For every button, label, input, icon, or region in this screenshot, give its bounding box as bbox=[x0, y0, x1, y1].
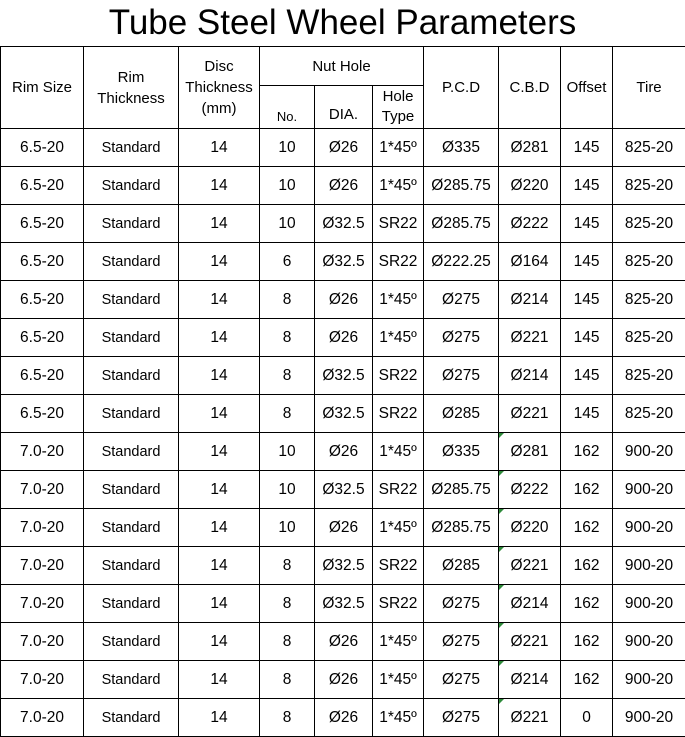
cell-rim-thickness: Standard bbox=[84, 129, 179, 167]
cell-pcd: Ø285.75 bbox=[424, 205, 499, 243]
cell-hole-type: 1*45º bbox=[373, 281, 424, 319]
cell-nut-dia: Ø26 bbox=[315, 129, 373, 167]
cell-pcd: Ø335 bbox=[424, 433, 499, 471]
cell-cbd: Ø214 bbox=[499, 661, 561, 699]
table-row bbox=[1, 395, 685, 433]
cell-nut-dia: Ø32.5 bbox=[315, 243, 373, 281]
cell-pcd: Ø285.75 bbox=[424, 471, 499, 509]
parameters-table bbox=[0, 46, 685, 737]
table-row bbox=[1, 699, 685, 737]
cell-offset: 145 bbox=[561, 319, 613, 357]
cell-nut-dia: Ø26 bbox=[315, 433, 373, 471]
cell-rim-thickness: Standard bbox=[84, 585, 179, 623]
cell-nut-no: 10 bbox=[260, 509, 315, 547]
cell-cbd: Ø222 bbox=[499, 471, 561, 509]
cell-nut-dia: Ø32.5 bbox=[315, 357, 373, 395]
cell-tire: 825-20 bbox=[613, 357, 685, 395]
cell-rim-thickness: Standard bbox=[84, 699, 179, 737]
cell-disc-thickness: 14 bbox=[179, 585, 260, 623]
cell-hole-type: 1*45º bbox=[373, 623, 424, 661]
table-row bbox=[1, 319, 685, 357]
cell-nut-no: 8 bbox=[260, 585, 315, 623]
cell-rim-thickness: Standard bbox=[84, 167, 179, 205]
cell-rim-thickness: Standard bbox=[84, 319, 179, 357]
table-row bbox=[1, 547, 685, 585]
header-nut-no: No. bbox=[260, 86, 315, 129]
cell-disc-thickness: 14 bbox=[179, 243, 260, 281]
cell-hole-type: SR22 bbox=[373, 243, 424, 281]
cell-disc-thickness: 14 bbox=[179, 205, 260, 243]
cell-nut-no: 10 bbox=[260, 471, 315, 509]
table-row bbox=[1, 585, 685, 623]
cell-hole-type: 1*45º bbox=[373, 129, 424, 167]
header-offset: Offset bbox=[561, 47, 613, 129]
cell-nut-no: 8 bbox=[260, 699, 315, 737]
table-row bbox=[1, 471, 685, 509]
cell-nut-no: 8 bbox=[260, 319, 315, 357]
cell-pcd: Ø275 bbox=[424, 585, 499, 623]
cell-pcd: Ø285 bbox=[424, 547, 499, 585]
cell-disc-thickness: 14 bbox=[179, 547, 260, 585]
header-nut-dia: DIA. bbox=[315, 86, 373, 129]
cell-pcd: Ø275 bbox=[424, 281, 499, 319]
cell-hole-type: 1*45º bbox=[373, 319, 424, 357]
cell-rim-size: 6.5-20 bbox=[1, 357, 84, 395]
cell-nut-no: 10 bbox=[260, 129, 315, 167]
cell-hole-type: SR22 bbox=[373, 395, 424, 433]
cell-nut-dia: Ø26 bbox=[315, 281, 373, 319]
cell-nut-no: 8 bbox=[260, 281, 315, 319]
header-tire: Tire bbox=[613, 47, 685, 129]
table-row bbox=[1, 357, 685, 395]
header-rim-thickness: Rim Thickness bbox=[84, 47, 179, 129]
table-row bbox=[1, 661, 685, 699]
cell-tire: 900-20 bbox=[613, 509, 685, 547]
table-row bbox=[1, 623, 685, 661]
table-row bbox=[1, 433, 685, 471]
table-row bbox=[1, 243, 685, 281]
cell-disc-thickness: 14 bbox=[179, 281, 260, 319]
cell-cbd: Ø220 bbox=[499, 167, 561, 205]
cell-tire: 900-20 bbox=[613, 661, 685, 699]
cell-offset: 145 bbox=[561, 205, 613, 243]
cell-nut-no: 8 bbox=[260, 623, 315, 661]
cell-nut-dia: Ø26 bbox=[315, 661, 373, 699]
header-pcd: P.C.D bbox=[424, 47, 499, 129]
cell-pcd: Ø275 bbox=[424, 357, 499, 395]
cell-offset: 145 bbox=[561, 243, 613, 281]
cell-rim-size: 7.0-20 bbox=[1, 699, 84, 737]
cell-offset: 145 bbox=[561, 129, 613, 167]
cell-disc-thickness: 14 bbox=[179, 623, 260, 661]
cell-nut-dia: Ø26 bbox=[315, 623, 373, 661]
cell-cbd: Ø281 bbox=[499, 129, 561, 167]
cell-offset: 145 bbox=[561, 395, 613, 433]
cell-disc-thickness: 14 bbox=[179, 357, 260, 395]
cell-rim-thickness: Standard bbox=[84, 509, 179, 547]
cell-disc-thickness: 14 bbox=[179, 661, 260, 699]
cell-rim-thickness: Standard bbox=[84, 357, 179, 395]
cell-offset: 145 bbox=[561, 281, 613, 319]
cell-cbd: Ø221 bbox=[499, 319, 561, 357]
cell-rim-size: 7.0-20 bbox=[1, 585, 84, 623]
cell-tire: 900-20 bbox=[613, 585, 685, 623]
cell-rim-thickness: Standard bbox=[84, 205, 179, 243]
cell-nut-no: 10 bbox=[260, 167, 315, 205]
cell-hole-type: 1*45º bbox=[373, 167, 424, 205]
cell-nut-no: 10 bbox=[260, 433, 315, 471]
cell-nut-dia: Ø26 bbox=[315, 319, 373, 357]
cell-rim-size: 7.0-20 bbox=[1, 471, 84, 509]
header-row-top bbox=[1, 47, 685, 86]
cell-offset: 162 bbox=[561, 661, 613, 699]
cell-cbd: Ø164 bbox=[499, 243, 561, 281]
cell-rim-size: 7.0-20 bbox=[1, 623, 84, 661]
cell-disc-thickness: 14 bbox=[179, 319, 260, 357]
cell-tire: 900-20 bbox=[613, 471, 685, 509]
header-cbd: C.B.D bbox=[499, 47, 561, 129]
cell-nut-no: 6 bbox=[260, 243, 315, 281]
cell-tire: 825-20 bbox=[613, 319, 685, 357]
cell-hole-type: SR22 bbox=[373, 357, 424, 395]
table-body bbox=[1, 129, 685, 737]
cell-tire: 900-20 bbox=[613, 699, 685, 737]
cell-rim-thickness: Standard bbox=[84, 547, 179, 585]
cell-tire: 900-20 bbox=[613, 433, 685, 471]
table-row bbox=[1, 167, 685, 205]
cell-cbd: Ø221 bbox=[499, 547, 561, 585]
cell-cbd: Ø214 bbox=[499, 585, 561, 623]
cell-hole-type: 1*45º bbox=[373, 509, 424, 547]
cell-rim-size: 7.0-20 bbox=[1, 661, 84, 699]
cell-rim-size: 7.0-20 bbox=[1, 547, 84, 585]
cell-hole-type: SR22 bbox=[373, 205, 424, 243]
cell-nut-dia: Ø26 bbox=[315, 699, 373, 737]
cell-tire: 825-20 bbox=[613, 167, 685, 205]
cell-disc-thickness: 14 bbox=[179, 129, 260, 167]
cell-pcd: Ø285 bbox=[424, 395, 499, 433]
cell-hole-type: SR22 bbox=[373, 547, 424, 585]
cell-rim-size: 6.5-20 bbox=[1, 205, 84, 243]
cell-pcd: Ø275 bbox=[424, 319, 499, 357]
cell-nut-dia: Ø26 bbox=[315, 509, 373, 547]
cell-cbd: Ø221 bbox=[499, 395, 561, 433]
cell-nut-dia: Ø32.5 bbox=[315, 395, 373, 433]
cell-rim-size: 7.0-20 bbox=[1, 433, 84, 471]
cell-tire: 825-20 bbox=[613, 281, 685, 319]
cell-rim-thickness: Standard bbox=[84, 433, 179, 471]
cell-rim-thickness: Standard bbox=[84, 395, 179, 433]
cell-tire: 825-20 bbox=[613, 243, 685, 281]
cell-tire: 900-20 bbox=[613, 623, 685, 661]
cell-nut-no: 8 bbox=[260, 395, 315, 433]
table-row bbox=[1, 281, 685, 319]
cell-pcd: Ø285.75 bbox=[424, 509, 499, 547]
cell-pcd: Ø275 bbox=[424, 699, 499, 737]
header-rim-size: Rim Size bbox=[1, 47, 84, 129]
cell-disc-thickness: 14 bbox=[179, 471, 260, 509]
cell-nut-no: 8 bbox=[260, 357, 315, 395]
cell-nut-no: 8 bbox=[260, 547, 315, 585]
cell-hole-type: SR22 bbox=[373, 585, 424, 623]
cell-nut-no: 10 bbox=[260, 205, 315, 243]
cell-cbd: Ø281 bbox=[499, 433, 561, 471]
cell-tire: 825-20 bbox=[613, 205, 685, 243]
cell-nut-dia: Ø32.5 bbox=[315, 471, 373, 509]
cell-tire: 825-20 bbox=[613, 395, 685, 433]
cell-offset: 145 bbox=[561, 357, 613, 395]
cell-pcd: Ø285.75 bbox=[424, 167, 499, 205]
cell-cbd: Ø220 bbox=[499, 509, 561, 547]
table-row bbox=[1, 205, 685, 243]
cell-offset: 145 bbox=[561, 167, 613, 205]
cell-offset: 162 bbox=[561, 585, 613, 623]
cell-offset: 162 bbox=[561, 623, 613, 661]
cell-rim-thickness: Standard bbox=[84, 623, 179, 661]
cell-nut-dia: Ø32.5 bbox=[315, 547, 373, 585]
cell-rim-size: 6.5-20 bbox=[1, 129, 84, 167]
cell-hole-type: 1*45º bbox=[373, 699, 424, 737]
cell-tire: 900-20 bbox=[613, 547, 685, 585]
cell-rim-size: 6.5-20 bbox=[1, 395, 84, 433]
cell-cbd: Ø222 bbox=[499, 205, 561, 243]
cell-offset: 162 bbox=[561, 509, 613, 547]
cell-rim-thickness: Standard bbox=[84, 471, 179, 509]
cell-offset: 162 bbox=[561, 547, 613, 585]
cell-offset: 162 bbox=[561, 471, 613, 509]
cell-nut-dia: Ø32.5 bbox=[315, 205, 373, 243]
table-row bbox=[1, 509, 685, 547]
cell-disc-thickness: 14 bbox=[179, 395, 260, 433]
cell-rim-thickness: Standard bbox=[84, 243, 179, 281]
cell-pcd: Ø275 bbox=[424, 661, 499, 699]
cell-cbd: Ø214 bbox=[499, 357, 561, 395]
cell-disc-thickness: 14 bbox=[179, 433, 260, 471]
cell-nut-dia: Ø26 bbox=[315, 167, 373, 205]
table-row bbox=[1, 129, 685, 167]
cell-cbd: Ø221 bbox=[499, 623, 561, 661]
cell-offset: 0 bbox=[561, 699, 613, 737]
header-hole-type: Hole Type bbox=[373, 86, 424, 129]
cell-hole-type: 1*45º bbox=[373, 661, 424, 699]
cell-disc-thickness: 14 bbox=[179, 699, 260, 737]
cell-rim-size: 6.5-20 bbox=[1, 167, 84, 205]
header-disc-thickness: Disc Thickness (mm) bbox=[179, 47, 260, 129]
cell-rim-size: 7.0-20 bbox=[1, 509, 84, 547]
cell-cbd: Ø221 bbox=[499, 699, 561, 737]
cell-offset: 162 bbox=[561, 433, 613, 471]
cell-rim-thickness: Standard bbox=[84, 281, 179, 319]
cell-hole-type: 1*45º bbox=[373, 433, 424, 471]
cell-pcd: Ø222.25 bbox=[424, 243, 499, 281]
cell-pcd: Ø335 bbox=[424, 129, 499, 167]
cell-cbd: Ø214 bbox=[499, 281, 561, 319]
cell-rim-size: 6.5-20 bbox=[1, 243, 84, 281]
cell-rim-size: 6.5-20 bbox=[1, 281, 84, 319]
cell-disc-thickness: 14 bbox=[179, 509, 260, 547]
cell-nut-no: 8 bbox=[260, 661, 315, 699]
page-title: Tube Steel Wheel Parameters bbox=[0, 0, 685, 46]
cell-disc-thickness: 14 bbox=[179, 167, 260, 205]
header-nut-hole: Nut Hole bbox=[260, 47, 424, 86]
cell-hole-type: SR22 bbox=[373, 471, 424, 509]
cell-nut-dia: Ø32.5 bbox=[315, 585, 373, 623]
cell-rim-size: 6.5-20 bbox=[1, 319, 84, 357]
cell-tire: 825-20 bbox=[613, 129, 685, 167]
cell-pcd: Ø275 bbox=[424, 623, 499, 661]
cell-rim-thickness: Standard bbox=[84, 661, 179, 699]
